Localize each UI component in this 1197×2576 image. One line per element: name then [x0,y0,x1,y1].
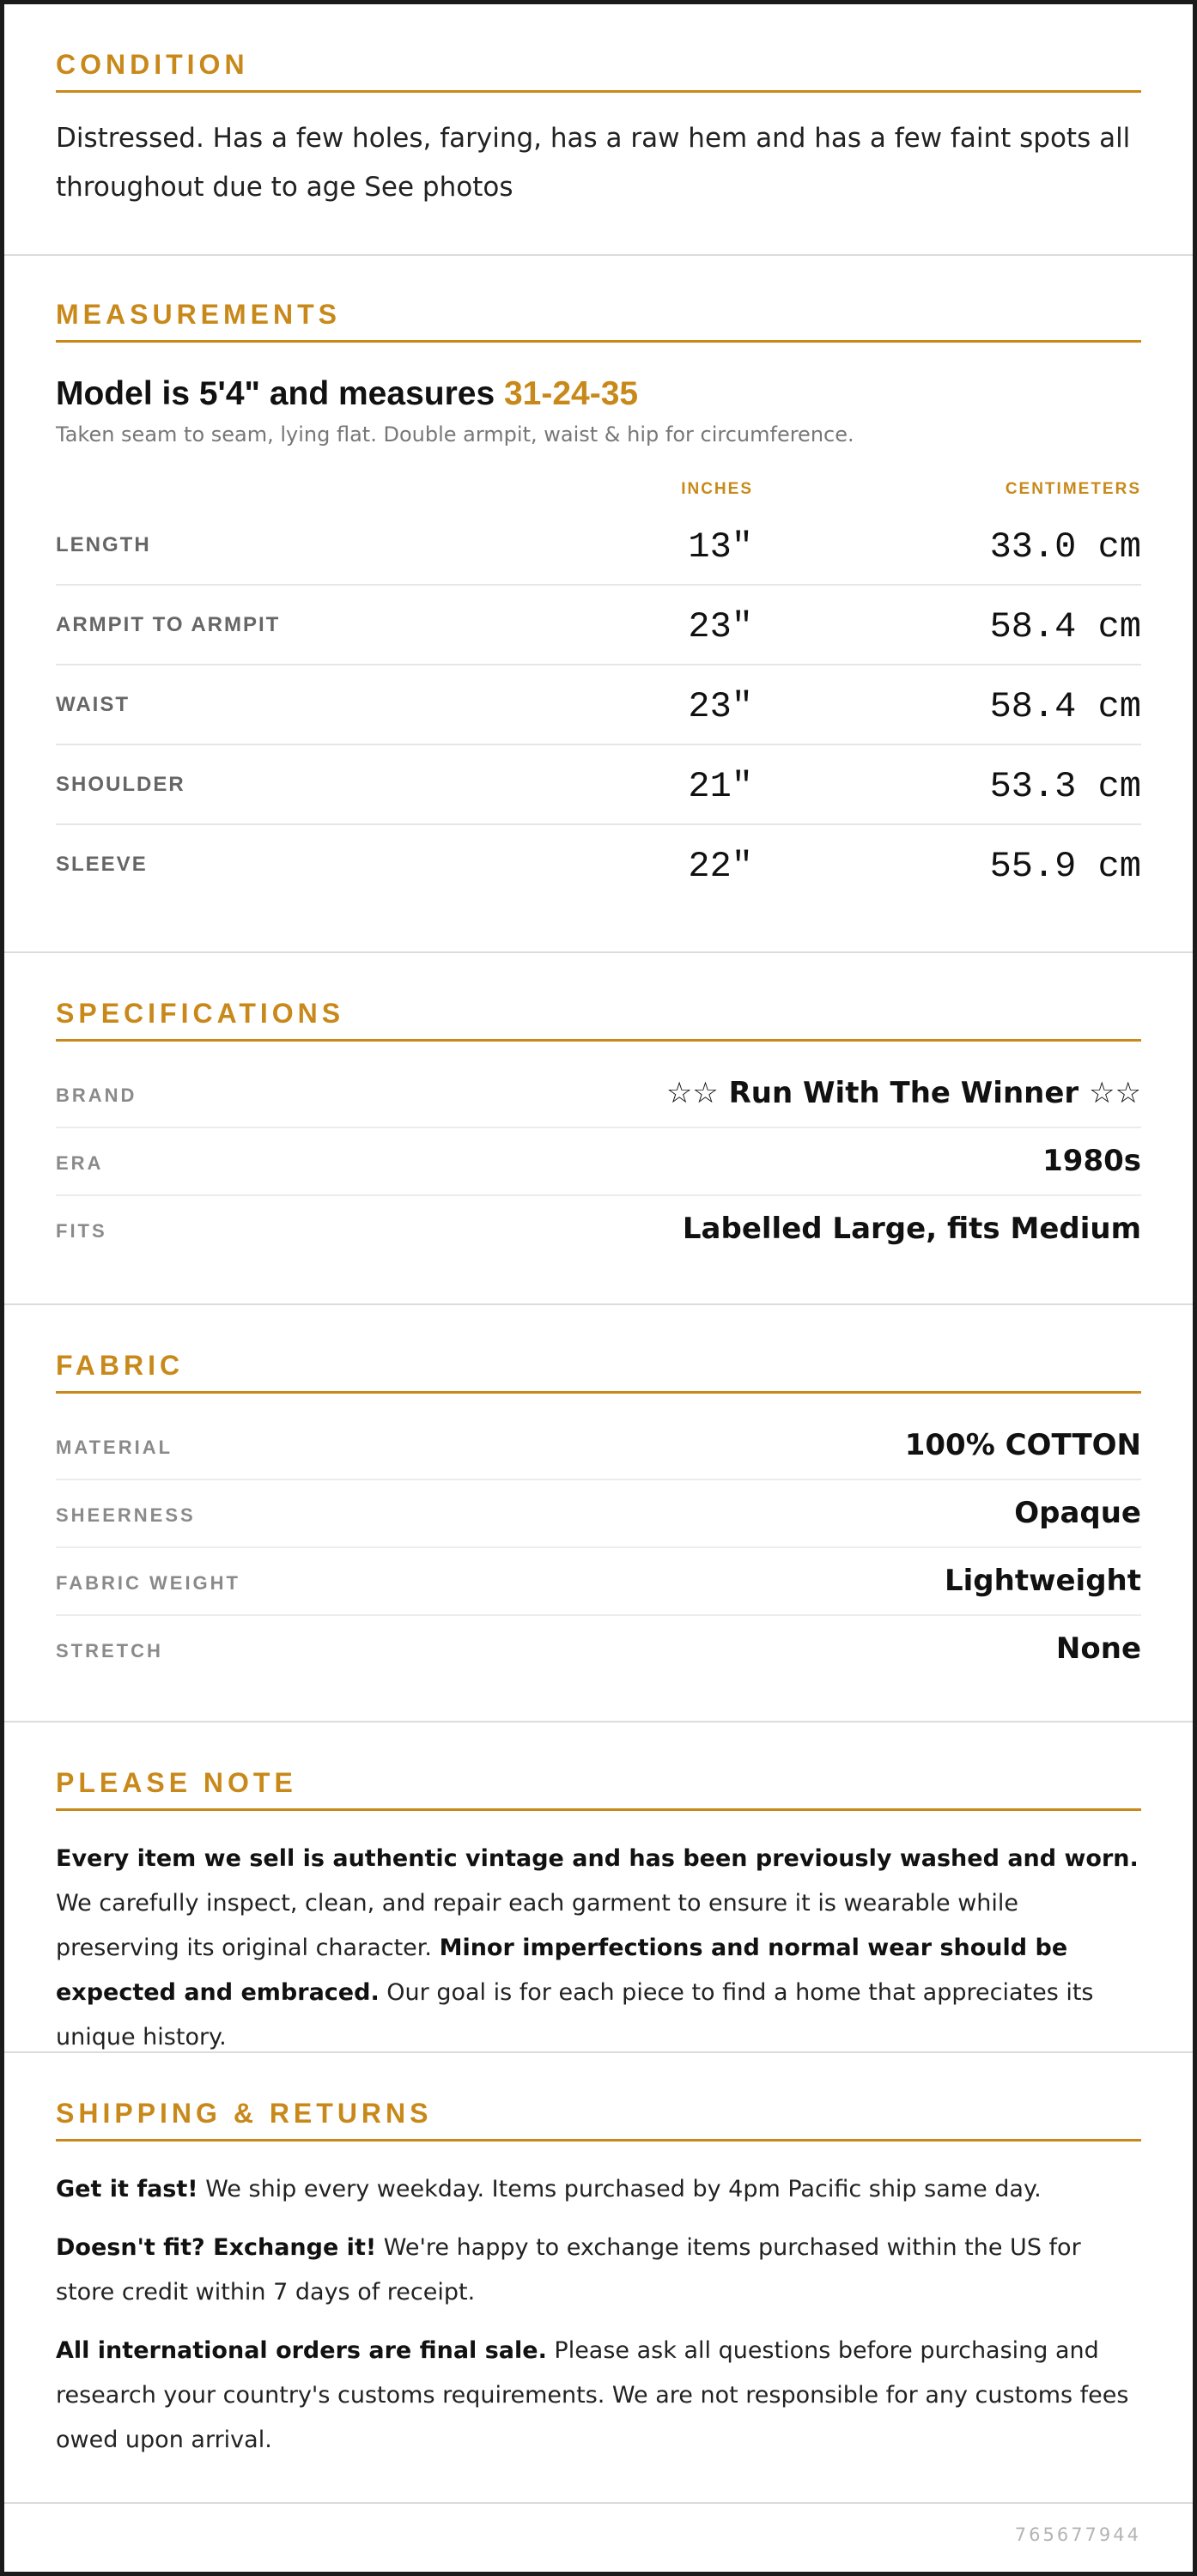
shipping-paragraph-fast [56,2167,1141,2212]
measurement-inches: 23" [688,686,753,727]
fabric-row-material [56,1413,1141,1480]
spec-label: ERA [56,1152,104,1174]
condition-description: Distressed. Has a few holes, farying, has a raw hem and has a few faint spots all throughout due to age See photos [56,123,1131,203]
fabric-value: Opaque [1014,1496,1141,1530]
measurement-table [56,506,1141,903]
fabric-label: FABRIC WEIGHT [56,1572,240,1594]
note-bold-1: Every item we sell is authentic vintage and has been previously washed and worn. [56,1845,1139,1872]
specifications-heading-rule [56,998,1141,1042]
model-prefix: Model is 5'4" and measures [56,375,504,412]
fabric-heading: FABRIC [56,1350,185,1381]
shipping-paragraph-international [56,2329,1141,2463]
measurement-label: SLEEVE [56,853,148,876]
fabric-label: SHEERNESS [56,1504,196,1526]
model-measures-line [56,375,1141,413]
note-text-2: Our goal is for each piece to find a home that appreciates its unique history. [56,1979,1094,2050]
shipping-heading: SHIPPING & RETURNS [56,2098,433,2129]
please-note-section [4,1722,1193,2053]
fabric-row-weight [56,1548,1141,1616]
fabric-value: 100% COTTON [904,1428,1141,1462]
product-id: 765677944 [1014,2524,1141,2545]
shipping-international-bold: All international orders are final sale. [56,2337,547,2364]
footer [4,2504,1193,2573]
spec-label: BRAND [56,1084,137,1106]
measurement-cm: 33.0 cm [989,526,1141,568]
inches-column-header: INCHES [681,480,753,498]
measurement-cm: 53.3 cm [989,766,1141,807]
fabric-label: STRETCH [56,1640,163,1662]
centimeters-column-header: CENTIMETERS [1005,480,1141,498]
measurement-row [56,506,1141,586]
specifications-section [4,953,1193,1305]
spec-row-brand [56,1060,1141,1128]
note-text-1: We carefully inspect, clean, and repair each garment to ensure it is wearable while preserving its original character. [56,1890,1019,1961]
spec-value: Labelled Large, fits Medium [682,1212,1141,1246]
spec-value: 1980s [1042,1144,1141,1178]
fabric-row-sheerness [56,1480,1141,1548]
shipping-exchange-bold: Doesn't fit? Exchange it! [56,2234,377,2261]
model-measures-value: 31-24-35 [503,375,639,412]
shipping-returns-section [4,2053,1193,2504]
shipping-paragraph-exchange [56,2226,1141,2315]
specifications-heading: SPECIFICATIONS [56,998,345,1029]
note-bold-2: Minor imperfections and normal wear should be expected and embraced. [56,1935,1068,2006]
measurement-note: Taken seam to seam, lying flat. Double armpit, waist & hip for circumference. [56,422,854,447]
fabric-label: MATERIAL [56,1437,173,1458]
measurements-heading-rule [56,299,1141,343]
measurement-row [56,586,1141,665]
measurement-inches: 23" [688,606,753,647]
condition-section [4,4,1193,256]
fabric-section [4,1305,1193,1722]
fabric-value: Lightweight [944,1564,1141,1598]
fabric-list [56,1413,1141,1682]
shipping-exchange-text: We're happy to exchange items purchased within the US for store credit within 7 days of receipt. [56,2234,1081,2306]
measurements-section [4,256,1193,953]
please-note-text [56,1837,1141,2060]
measurement-label: LENGTH [56,533,151,556]
shipping-fast-text: We ship every weekday. Items purchased by 4pm Pacific ship same day. [197,2176,1042,2202]
measurement-cm: 55.9 cm [989,846,1141,887]
measurement-label: SHOULDER [56,773,185,796]
shipping-international-text: Please ask all questions before purchasing and research your country's customs requirements. We are not responsible for any customs fees owed upon arrival. [56,2337,1129,2453]
measurement-cm: 58.4 cm [989,686,1141,727]
spec-row-fits [56,1196,1141,1262]
spec-label: FITS [56,1220,107,1242]
specifications-list [56,1060,1141,1262]
measurement-row [56,665,1141,745]
measurement-inches: 13" [688,526,753,568]
fabric-row-stretch [56,1616,1141,1682]
condition-heading: CONDITION [56,49,249,80]
condition-heading-rule [56,49,1141,93]
units-header [56,475,1141,506]
please-note-heading-rule [56,1767,1141,1811]
fabric-heading-rule [56,1350,1141,1394]
measurement-row [56,825,1141,903]
measurement-row [56,745,1141,825]
measurement-inches: 21" [688,766,753,807]
please-note-heading: PLEASE NOTE [56,1767,297,1798]
measurements-heading: MEASUREMENTS [56,299,342,330]
spec-value: ☆☆ Run With The Winner ☆☆ [665,1076,1141,1110]
measurement-inches: 22" [688,846,753,887]
fabric-value: None [1055,1631,1141,1666]
measurement-label: WAIST [56,693,130,716]
measurement-cm: 58.4 cm [989,606,1141,647]
spec-row-era [56,1128,1141,1196]
measurement-label: ARMPIT TO ARMPIT [56,613,281,636]
shipping-heading-rule [56,2098,1141,2142]
shipping-fast-bold: Get it fast! [56,2176,198,2202]
